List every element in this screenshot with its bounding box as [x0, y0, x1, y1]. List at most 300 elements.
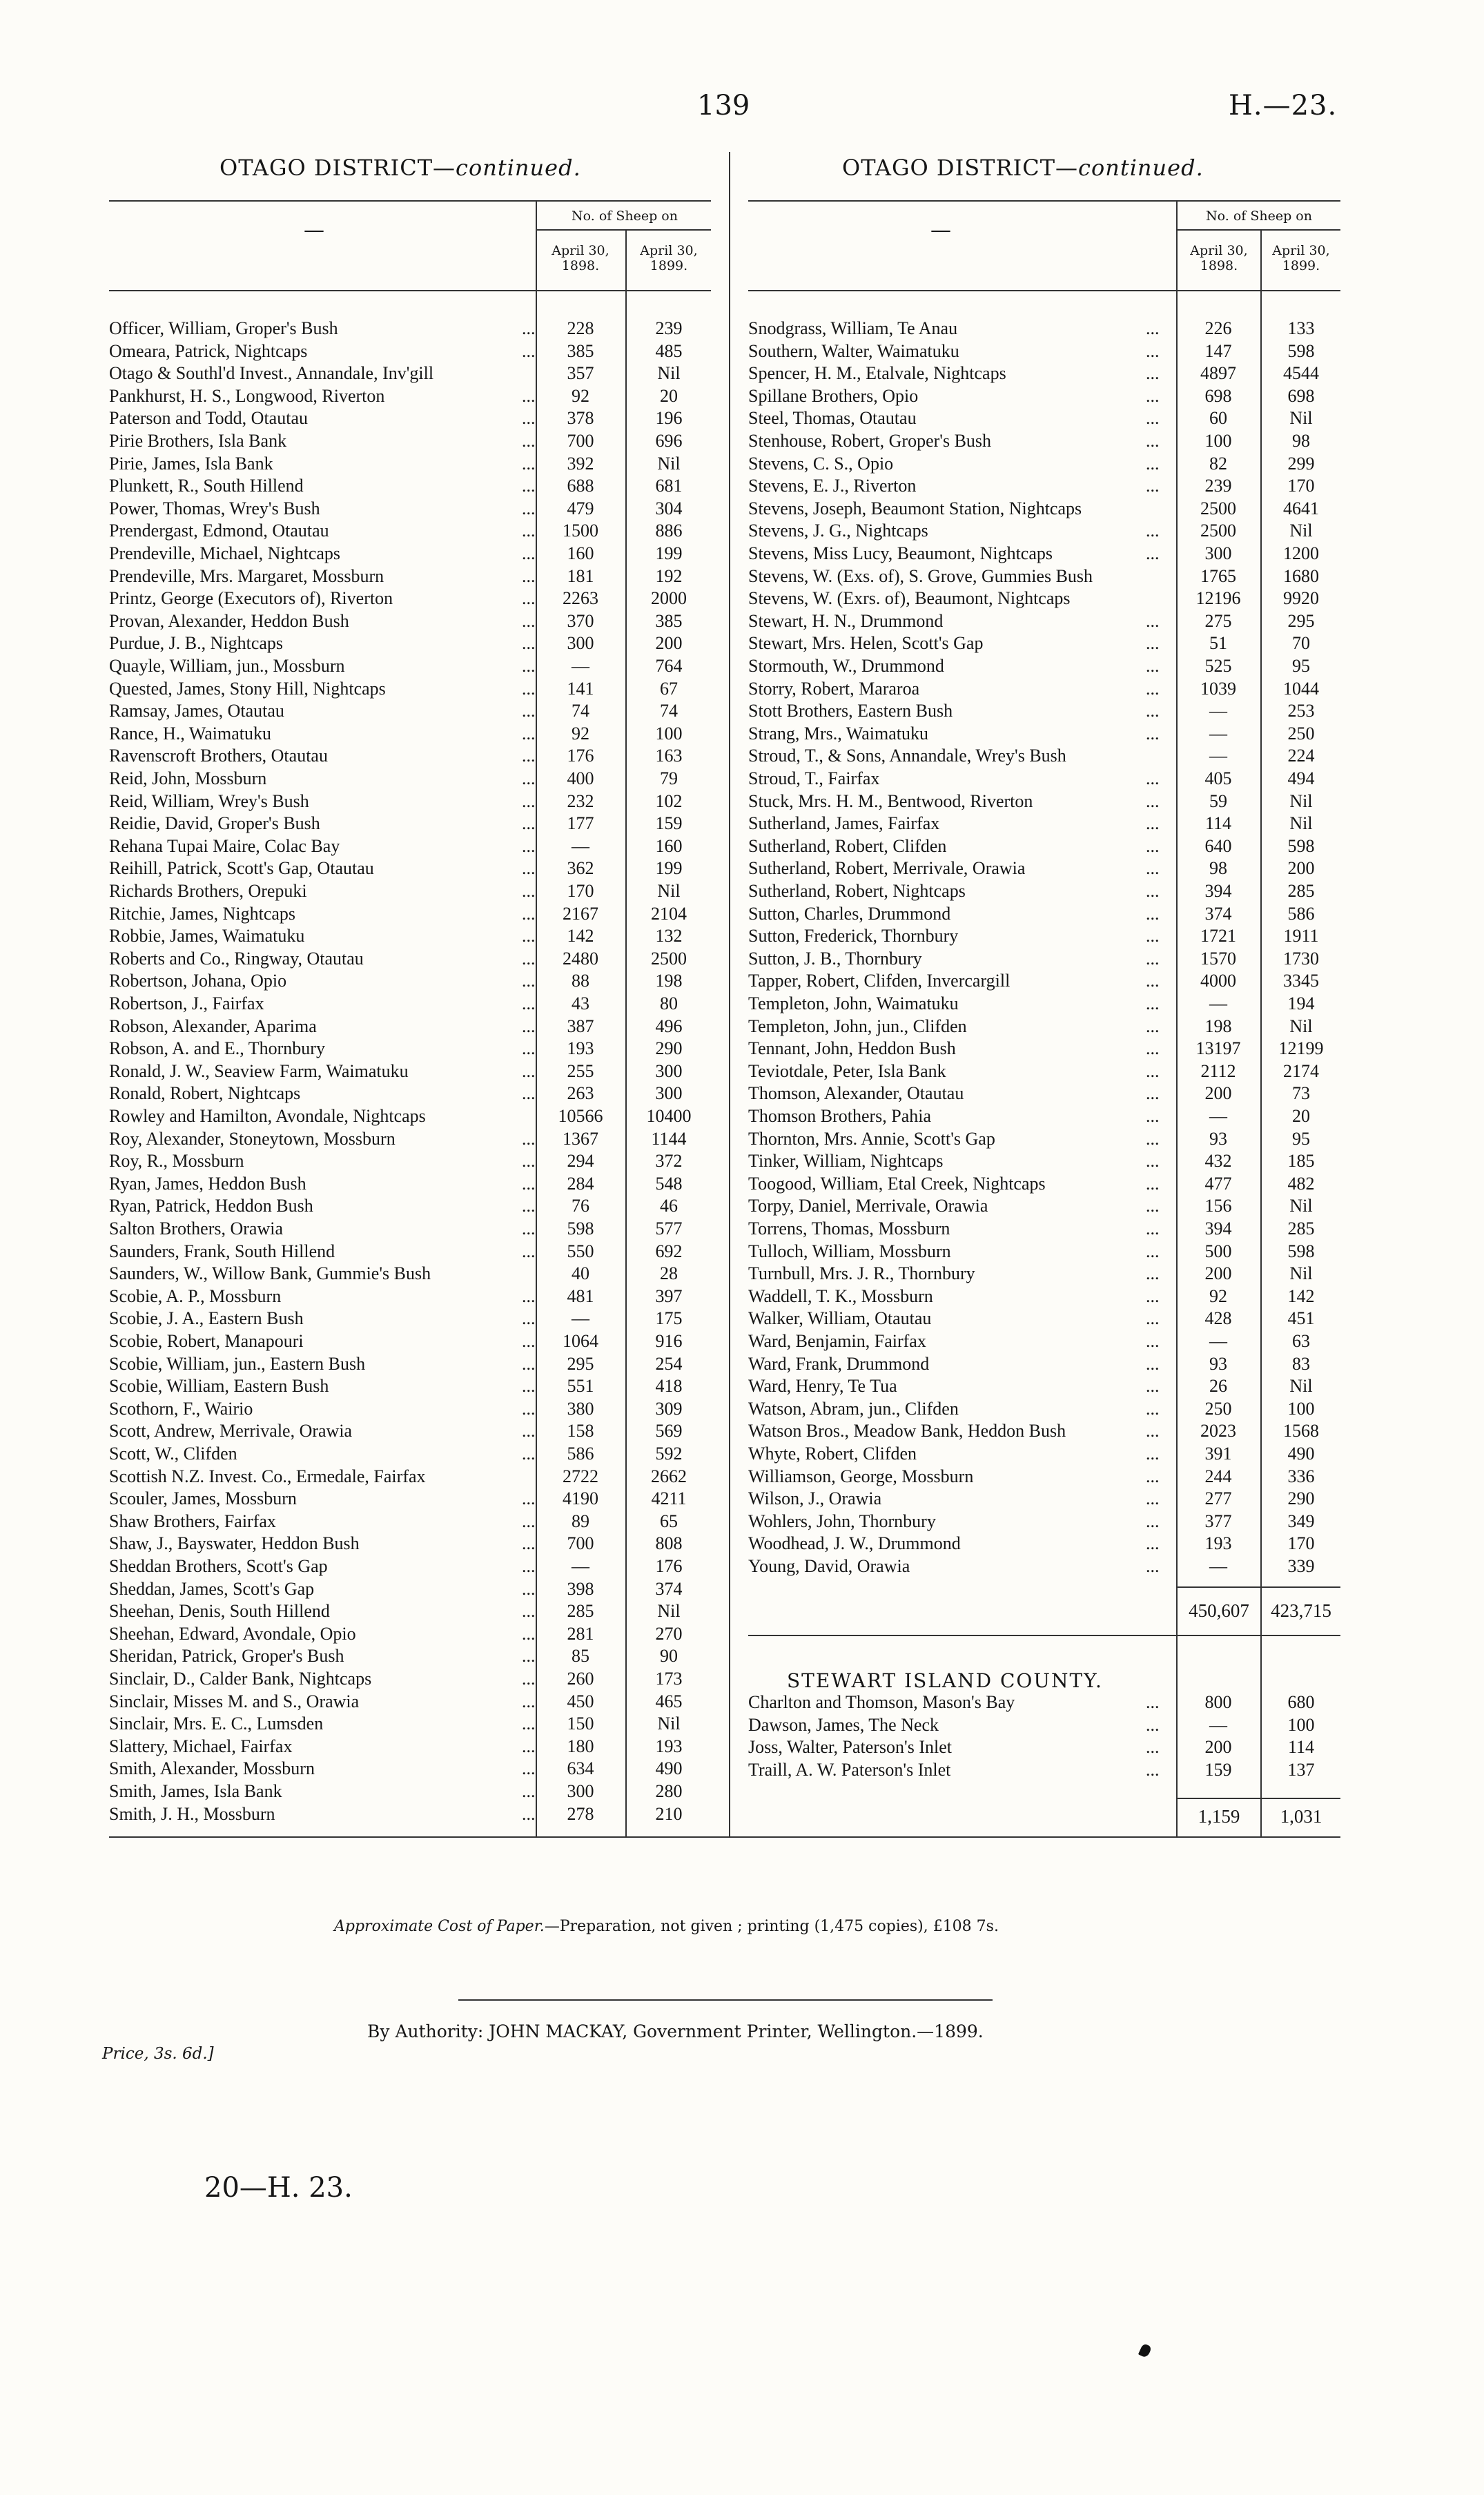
leader-dots: ... — [522, 858, 536, 879]
right-group-rule — [1176, 229, 1340, 231]
sheep-1899: 385 — [655, 610, 683, 631]
table-row — [109, 362, 711, 385]
leader-dots: ... — [1146, 768, 1160, 788]
leader-dots: ... — [522, 948, 536, 969]
table-row — [109, 835, 711, 857]
sheep-1898: 405 — [1204, 768, 1232, 788]
sheep-1898: 477 — [1204, 1173, 1232, 1194]
table-row — [109, 1195, 711, 1217]
leader-dots: ... — [1146, 1219, 1160, 1239]
leader-dots: ... — [1146, 1106, 1160, 1126]
left-title-main: OTAGO DISTRICT— — [219, 155, 456, 181]
owner-name: Traill, A. W. Paterson's Inlet — [748, 1759, 951, 1780]
table-row — [748, 1128, 1340, 1150]
owner-name: Sheehan, Edward, Avondale, Opio — [109, 1623, 356, 1644]
table-row — [748, 1691, 1340, 1714]
sheep-1898: 285 — [567, 1601, 594, 1622]
otago-total-1899: 423,715 — [1271, 1600, 1331, 1621]
sheep-1898: 89 — [572, 1511, 589, 1531]
table-row — [109, 1578, 711, 1600]
leader-dots: ... — [1146, 971, 1160, 991]
sheep-1898: 1367 — [563, 1128, 598, 1149]
table-row — [748, 610, 1340, 632]
owner-name: Robertson, J., Fairfax — [109, 993, 264, 1013]
sheep-1898: 200 — [1204, 1263, 1232, 1284]
table-row — [748, 723, 1340, 745]
owner-name: Scobie, J. A., Eastern Bush — [109, 1308, 304, 1329]
owner-name: Sheddan Brothers, Scott's Gap — [109, 1556, 328, 1576]
sheep-1899: 102 — [655, 790, 683, 811]
leader-dots: ... — [1146, 701, 1160, 721]
leader-dots: ... — [1146, 1241, 1160, 1261]
table-row — [109, 1645, 711, 1667]
owner-name: Saunders, W., Willow Bank, Gummie's Bush — [109, 1263, 431, 1284]
sheep-1899: 224 — [1287, 746, 1315, 766]
sheep-1898: 481 — [567, 1285, 594, 1306]
authority-rule — [458, 1999, 993, 2001]
owner-name: Stewart, Mrs. Helen, Scott's Gap — [748, 633, 984, 654]
sheep-1898: 598 — [567, 1219, 594, 1239]
leader-dots: ... — [1146, 835, 1160, 856]
owner-name: Stuck, Mrs. H. M., Bentwood, Riverton — [748, 790, 1033, 811]
sheep-1898: 4190 — [563, 1488, 598, 1509]
sheep-1899: 95 — [1292, 1128, 1310, 1149]
sheep-1899: 46 — [660, 1196, 678, 1216]
table-row — [109, 318, 711, 340]
owner-name: Tulloch, William, Mossburn — [748, 1241, 951, 1261]
sheep-1899: 100 — [1287, 1398, 1315, 1419]
sheep-1899: 9920 — [1283, 588, 1319, 609]
sheep-1899: Nil — [1289, 813, 1313, 834]
sheep-1898: 2167 — [563, 903, 598, 924]
leader-dots: ... — [522, 498, 536, 518]
sheep-1898: 226 — [1204, 318, 1232, 338]
leader-dots: ... — [1146, 1060, 1160, 1081]
owner-name: Stott Brothers, Eastern Bush — [748, 701, 953, 721]
sheep-1899: 598 — [1287, 1241, 1315, 1261]
table-row — [109, 1488, 711, 1510]
table-row — [748, 1285, 1340, 1308]
sheep-1899: 73 — [1292, 1083, 1310, 1104]
table-row — [109, 1713, 711, 1735]
leader-dots: ... — [1146, 858, 1160, 879]
owner-name: Waddell, T. K., Mossburn — [748, 1285, 933, 1306]
table-row — [109, 655, 711, 677]
sheep-1898: 2722 — [563, 1466, 598, 1486]
table-row — [748, 588, 1340, 610]
owner-name: Sheddan, James, Scott's Gap — [109, 1578, 315, 1599]
leader-dots: ... — [1146, 813, 1160, 834]
sheep-1898: 284 — [567, 1173, 594, 1194]
table-row — [109, 813, 711, 835]
sheep-1898: 394 — [1204, 1219, 1232, 1239]
leader-dots: ... — [1146, 1444, 1160, 1464]
owner-name: Sheehan, Denis, South Hillend — [109, 1601, 330, 1622]
sheep-1899: 28 — [660, 1263, 678, 1284]
left-group-rule — [536, 229, 711, 231]
sheep-1898: 394 — [1204, 881, 1232, 901]
table-row — [109, 1398, 711, 1420]
owner-name: Sutton, Charles, Drummond — [748, 903, 951, 924]
sheep-1898: 255 — [567, 1060, 594, 1081]
owner-name: Sutherland, Robert, Merrivale, Orawia — [748, 858, 1026, 879]
table-row — [109, 903, 711, 925]
leader-dots: ... — [1146, 903, 1160, 924]
sheep-1898: — — [572, 1556, 589, 1576]
sheep-1898: 1570 — [1200, 948, 1236, 969]
sheep-1898: 170 — [567, 881, 594, 901]
leader-dots: ... — [522, 431, 536, 451]
sheep-1898: 370 — [567, 610, 594, 631]
leader-dots: ... — [1146, 476, 1160, 496]
table-row — [748, 318, 1340, 340]
sheep-1899: 2104 — [651, 903, 687, 924]
table-row — [748, 1330, 1340, 1352]
sheep-1899: 577 — [655, 1219, 683, 1239]
table-row — [109, 1623, 711, 1645]
leader-dots: ... — [522, 746, 536, 766]
sheep-1898: 1500 — [563, 521, 598, 541]
leader-dots: ... — [522, 543, 536, 563]
leader-dots: ... — [1146, 318, 1160, 338]
owner-name: Stevens, J. G., Nightcaps — [748, 521, 928, 541]
table-row — [748, 1218, 1340, 1240]
sheep-1898: 12196 — [1195, 588, 1241, 609]
leader-dots: ... — [522, 926, 536, 946]
sheep-1898: 228 — [567, 318, 594, 338]
leader-dots: ... — [1146, 1151, 1160, 1172]
leader-dots: ... — [522, 1714, 536, 1734]
table-row — [748, 1353, 1340, 1375]
leader-dots: ... — [1146, 1331, 1160, 1351]
sheep-1898: 92 — [572, 385, 589, 406]
table-row — [748, 1375, 1340, 1397]
owner-name: Tapper, Robert, Clifden, Invercargill — [748, 971, 1011, 991]
owner-name: Roy, R., Mossburn — [109, 1151, 244, 1172]
sheep-1899: 1044 — [1283, 678, 1319, 699]
sheep-1899: 300 — [655, 1083, 683, 1104]
owner-name: Provan, Alexander, Heddon Bush — [109, 610, 349, 631]
sheep-1899: 239 — [655, 318, 683, 338]
leader-dots: ... — [522, 521, 536, 541]
sheep-1898: 525 — [1204, 656, 1232, 676]
sheep-1898: 551 — [567, 1376, 594, 1397]
sheep-1899: 176 — [655, 1556, 683, 1576]
owner-name: Dawson, James, The Neck — [748, 1714, 939, 1735]
owner-name: Sutton, J. B., Thornbury — [748, 948, 922, 969]
leader-dots: ... — [1146, 1376, 1160, 1397]
sheep-1898: 385 — [567, 340, 594, 361]
sheep-1899: 90 — [660, 1646, 678, 1667]
owner-name: Pankhurst, H. S., Longwood, Riverton — [109, 385, 385, 406]
leader-dots: ... — [522, 1308, 536, 1329]
owner-name: Omeara, Patrick, Nightcaps — [109, 340, 308, 361]
owner-name: Whyte, Robert, Clifden — [748, 1444, 917, 1464]
sheep-1898: 2480 — [563, 948, 598, 969]
table-row — [109, 475, 711, 497]
sheep-1899: 270 — [655, 1623, 683, 1644]
leader-dots: ... — [522, 1758, 536, 1779]
sheep-1898: 40 — [572, 1263, 589, 1284]
sheep-1898: 2112 — [1200, 1060, 1236, 1081]
sheep-1898: 277 — [1204, 1488, 1232, 1509]
leader-dots: ... — [1146, 1038, 1160, 1059]
leader-dots: ... — [1146, 408, 1160, 429]
table-row — [109, 520, 711, 542]
owner-name: Stevens, C. S., Opio — [748, 453, 894, 474]
leader-dots: ... — [1146, 340, 1160, 361]
sheep-1899: 254 — [655, 1353, 683, 1374]
otago-total-bottom-rule — [748, 1635, 1340, 1636]
sheep-1898: 428 — [1204, 1308, 1232, 1329]
leader-dots: ... — [1146, 723, 1160, 744]
owner-name: Quested, James, Stony Hill, Nightcaps — [109, 678, 386, 699]
owner-name: Scouler, James, Mossburn — [109, 1488, 297, 1509]
leader-dots: ... — [522, 1511, 536, 1531]
leader-dots: ... — [522, 1060, 536, 1081]
sheep-1899: 3345 — [1283, 971, 1319, 991]
leader-dots: ... — [522, 881, 536, 901]
table-row — [109, 430, 711, 452]
leader-dots: ... — [1146, 1173, 1160, 1194]
owner-name: Smith, J. H., Mossburn — [109, 1803, 275, 1824]
sheep-1898: 700 — [567, 431, 594, 451]
sheep-1899: 170 — [1287, 476, 1315, 496]
table-row — [109, 1780, 711, 1803]
owner-name: Spencer, H. M., Etalvale, Nightcaps — [748, 363, 1006, 384]
table-row — [109, 1173, 711, 1195]
table-row — [109, 1600, 711, 1622]
table-row — [748, 453, 1340, 475]
sheep-1898: 93 — [1209, 1353, 1227, 1374]
table-row — [748, 498, 1340, 520]
table-row — [748, 768, 1340, 790]
sheep-1899: 12199 — [1278, 1038, 1324, 1059]
sheep-1899: 2000 — [651, 588, 687, 609]
sheep-1898: 479 — [567, 498, 594, 518]
table-row — [748, 1241, 1340, 1263]
leader-dots: ... — [522, 476, 536, 496]
sheep-1898: 586 — [567, 1444, 594, 1464]
leader-dots: ... — [522, 1669, 536, 1689]
sheep-1899: 67 — [660, 678, 678, 699]
owner-name: Ronald, J. W., Seaview Farm, Waimatuku — [109, 1060, 409, 1081]
table-row — [109, 498, 711, 520]
owner-name: Robbie, James, Waimatuku — [109, 926, 305, 946]
table-row — [748, 1555, 1340, 1577]
sheep-1898: 250 — [1204, 1398, 1232, 1419]
sheep-1898: 92 — [1209, 1285, 1227, 1306]
leader-dots: ... — [522, 318, 536, 338]
leader-dots: ... — [522, 903, 536, 924]
sheep-1899: 192 — [655, 565, 683, 586]
sheep-1899: 159 — [655, 813, 683, 834]
leader-dots: ... — [522, 1128, 536, 1149]
leader-dots: ... — [522, 1691, 536, 1711]
owner-name: Plunkett, R., South Hillend — [109, 476, 304, 496]
table-row — [748, 1105, 1340, 1127]
sheep-1899: 20 — [660, 385, 678, 406]
sheep-1899: 95 — [1292, 656, 1310, 676]
table-row — [748, 678, 1340, 700]
owner-name: Paterson and Todd, Otautau — [109, 408, 308, 429]
leader-dots: ... — [522, 835, 536, 856]
sheep-1898: 374 — [1204, 903, 1232, 924]
sheep-1898: 160 — [567, 543, 594, 563]
table-row — [748, 1263, 1340, 1285]
owner-name: Ward, Henry, Te Tua — [748, 1376, 897, 1397]
sheep-1898: 114 — [1204, 813, 1232, 834]
sheep-1898: 142 — [567, 926, 594, 946]
leader-dots: ... — [522, 656, 536, 676]
owner-name: Rance, H., Waimatuku — [109, 723, 271, 744]
sheep-1899: 83 — [1292, 1353, 1310, 1374]
sheep-1899: 886 — [655, 521, 683, 541]
table-row — [109, 700, 711, 722]
owner-name: Prendeville, Michael, Nightcaps — [109, 543, 341, 563]
owner-name: Tinker, William, Nightcaps — [748, 1151, 944, 1172]
sheep-1899: 285 — [1287, 1219, 1315, 1239]
owner-name: Scobie, Robert, Manapouri — [109, 1331, 304, 1351]
owner-name: Woodhead, J. W., Drummond — [748, 1533, 961, 1554]
table-row — [109, 1083, 711, 1105]
sheep-1899: 70 — [1292, 633, 1310, 654]
sheep-1899: 133 — [1287, 318, 1315, 338]
sheep-1899: Nil — [1289, 1016, 1313, 1036]
owner-name: Pirie Brothers, Isla Bank — [109, 431, 287, 451]
leader-dots: ... — [522, 1038, 536, 1059]
sheep-1898: 150 — [567, 1714, 594, 1734]
sheep-1899: 2662 — [651, 1466, 687, 1486]
table-row — [748, 790, 1340, 813]
table-row — [109, 1241, 711, 1263]
owner-name: Thomson Brothers, Pahia — [748, 1106, 932, 1126]
leader-dots: ... — [522, 1601, 536, 1622]
table-row — [748, 430, 1340, 452]
leader-dots: ... — [1146, 1714, 1160, 1735]
table-row — [109, 1016, 711, 1038]
owner-name: Saunders, Frank, South Hillend — [109, 1241, 335, 1261]
sheep-1899: 185 — [1287, 1151, 1315, 1172]
sheep-1898: 200 — [1204, 1083, 1232, 1104]
sheep-1898: 380 — [567, 1398, 594, 1419]
owner-name: Slattery, Michael, Fairfax — [109, 1736, 293, 1756]
owner-name: Pirie, James, Isla Bank — [109, 453, 273, 474]
sheep-1898: 159 — [1204, 1759, 1232, 1780]
owner-name: Rehana Tupai Maire, Colac Bay — [109, 835, 340, 856]
leader-dots: ... — [1146, 993, 1160, 1013]
sheep-1898: 263 — [567, 1083, 594, 1104]
owner-name: Ward, Benjamin, Fairfax — [748, 1331, 926, 1351]
leader-dots: ... — [522, 453, 536, 474]
table-row — [109, 1736, 711, 1758]
sheep-1898: 93 — [1209, 1128, 1227, 1149]
owner-name: Scothorn, F., Wairio — [109, 1398, 253, 1419]
sheep-1899: 100 — [655, 723, 683, 744]
sheep-1898: 156 — [1204, 1196, 1232, 1216]
leader-dots: ... — [522, 1623, 536, 1644]
sheet-reference: 20—H. 23. — [204, 2172, 353, 2204]
sheep-1899: 194 — [1287, 993, 1315, 1013]
table-row — [109, 745, 711, 767]
sheep-1898: 26 — [1209, 1376, 1227, 1397]
table-row — [109, 790, 711, 813]
table-row — [748, 1173, 1340, 1195]
leader-dots: ... — [1146, 1308, 1160, 1329]
table-row — [109, 1758, 711, 1780]
sheep-1898: 450 — [567, 1691, 594, 1711]
sheep-1898: 76 — [572, 1196, 589, 1216]
leader-dots: ... — [1146, 363, 1160, 384]
sheep-1898: — — [1209, 723, 1227, 744]
sheep-1898: 147 — [1204, 340, 1232, 361]
sheep-1898: 2500 — [1200, 498, 1236, 518]
owner-name: Wohlers, John, Thornbury — [748, 1511, 936, 1531]
leader-dots: ... — [522, 633, 536, 654]
sheep-1899: 490 — [1287, 1444, 1315, 1464]
leader-dots: ... — [1146, 881, 1160, 901]
leader-dots: ... — [522, 678, 536, 699]
table-row — [748, 1714, 1340, 1736]
owner-name: Power, Thomas, Wrey's Bush — [109, 498, 320, 518]
owner-name: Smith, James, Isla Bank — [109, 1781, 282, 1801]
sheep-1898: — — [1209, 1714, 1227, 1735]
sheep-1899: 98 — [1292, 431, 1310, 451]
sheep-1899: Nil — [657, 1714, 681, 1734]
sheep-1898: 59 — [1209, 790, 1227, 811]
owner-name: Ward, Frank, Drummond — [748, 1353, 930, 1374]
left-header-dash: — — [304, 218, 324, 242]
table-row — [748, 700, 1340, 722]
table-row — [748, 1398, 1340, 1420]
sheep-1899: 1911 — [1283, 926, 1319, 946]
table-row — [109, 340, 711, 362]
owner-name: Young, David, Orawia — [748, 1556, 910, 1576]
sheep-1898: 800 — [1204, 1692, 1232, 1712]
sheep-1898: 640 — [1204, 835, 1232, 856]
table-row — [748, 993, 1340, 1015]
sheep-1898: 141 — [567, 678, 594, 699]
table-row — [748, 1533, 1340, 1555]
sheep-1899: 592 — [655, 1444, 683, 1464]
sheep-1899: 304 — [655, 498, 683, 518]
leader-dots: ... — [1146, 453, 1160, 474]
sheep-1899: 692 — [655, 1241, 683, 1261]
leader-dots: ... — [1146, 656, 1160, 676]
owner-name: Tennant, John, Heddon Bush — [748, 1038, 956, 1059]
sheep-1898: 300 — [1204, 543, 1232, 563]
table-row — [748, 1420, 1340, 1442]
leader-dots: ... — [522, 1646, 536, 1667]
owner-name: Sutton, Frederick, Thornbury — [748, 926, 959, 946]
sheep-1898: 60 — [1209, 408, 1227, 429]
sheep-1899: Nil — [1289, 1376, 1313, 1397]
leader-dots: ... — [1146, 678, 1160, 699]
owner-name: Scobie, William, Eastern Bush — [109, 1376, 329, 1397]
sheep-1899: 253 — [1287, 701, 1315, 721]
table-row — [748, 857, 1340, 880]
sheep-1899: 299 — [1287, 453, 1315, 474]
sheep-1899: 200 — [1287, 858, 1315, 879]
owner-name: Sinclair, Misses M. and S., Orawia — [109, 1691, 360, 1711]
sheep-1899: 309 — [655, 1398, 683, 1419]
leader-dots: ... — [522, 790, 536, 811]
sheep-1899: 137 — [1287, 1759, 1315, 1780]
leader-dots: ... — [1146, 1083, 1160, 1104]
table-row — [109, 1420, 711, 1442]
owner-name: Snodgrass, William, Te Anau — [748, 318, 958, 338]
owner-name: Thornton, Mrs. Annie, Scott's Gap — [748, 1128, 995, 1149]
